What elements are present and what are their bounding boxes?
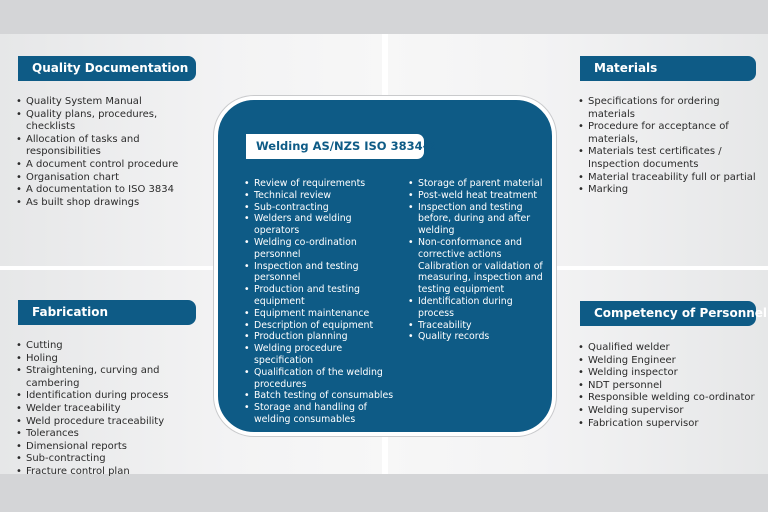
list-item: • Welder traceability — [16, 403, 216, 416]
list-item: • Welding co-ordination personnel — [244, 237, 394, 261]
list-item: • Technical review — [244, 190, 394, 202]
list-item: • Material traceability full or partial — [578, 172, 764, 185]
list-item: • Fracture control plan — [16, 466, 216, 479]
list-item: • Sub-contracting — [244, 202, 394, 214]
list-item: • As built shop drawings — [16, 197, 196, 210]
welding-title: Welding AS/NZS ISO 3834-2 — [246, 134, 424, 159]
list-item: • A documentation to ISO 3834 — [16, 184, 196, 197]
fabrication-list — [16, 340, 216, 479]
list-item: • NDT personnel — [578, 380, 764, 393]
materials-list — [578, 96, 764, 197]
list-item: • Tolerances — [16, 428, 216, 441]
list-item: • Straightening, curving and cambering — [16, 365, 216, 390]
list-item: • Welders and welding operators — [244, 213, 394, 237]
list-item: • Qualification of the welding procedures — [244, 367, 394, 391]
list-item: • Specifications for ordering materials — [578, 96, 764, 121]
welding-left-list — [244, 178, 394, 426]
list-item: • Welding procedure specification — [244, 343, 394, 367]
list-item: • Batch testing of consumables — [244, 390, 394, 402]
list-item: • Storage and handling of welding consumables — [244, 402, 394, 426]
list-item: • Cutting — [16, 340, 216, 353]
list-item: • Marking — [578, 184, 764, 197]
list-item: • Fabrication supervisor — [578, 418, 764, 431]
list-item: • Qualified welder — [578, 342, 764, 355]
list-item: • Sub-contracting — [16, 453, 216, 466]
list-item: • Inspection and testing personnel — [244, 261, 394, 285]
list-item: • Organisation chart — [16, 172, 196, 185]
list-item: • Responsible welding co-ordinator — [578, 392, 764, 405]
list-item: • Identification during process — [408, 296, 546, 320]
list-item: • Welding Engineer — [578, 355, 764, 368]
list-item: • Inspection and testing before, during and after welding — [408, 202, 546, 237]
list-item: • Materials test certificates / Inspection documents — [578, 146, 764, 171]
list-item: • Holing — [16, 353, 216, 366]
list-item: • Description of equipment — [244, 320, 394, 332]
list-item: • Quality System Manual — [16, 96, 196, 109]
list-item: • Equipment maintenance — [244, 308, 394, 320]
list-item: • Welding inspector — [578, 367, 764, 380]
list-item: • Non-conformance and corrective actions Calibration or validation of measuring, inspection and testing equipment — [408, 237, 546, 296]
list-item: • A document control procedure — [16, 159, 196, 172]
competency-title: Competency of Personnel — [580, 301, 756, 326]
competency-list — [578, 342, 764, 430]
fabrication-title: Fabrication — [18, 300, 196, 325]
materials-title: Materials — [580, 56, 756, 81]
list-item: • Quality plans, procedures, checklists — [16, 109, 196, 134]
list-item: • Production planning — [244, 331, 394, 343]
list-item: • Weld procedure traceability — [16, 416, 216, 429]
list-item: • Identification during process — [16, 390, 216, 403]
list-item: • Post-weld heat treatment — [408, 190, 546, 202]
list-item: • Traceability — [408, 320, 546, 332]
list-item: • Storage of parent material — [408, 178, 546, 190]
list-item: • Production and testing equipment — [244, 284, 394, 308]
quality-documentation-title: Quality Documentation — [18, 56, 196, 81]
list-item: • Welding supervisor — [578, 405, 764, 418]
list-item: • Procedure for acceptance of materials, — [578, 121, 764, 146]
list-item: • Allocation of tasks and responsibilities — [16, 134, 196, 159]
list-item: • Review of requirements — [244, 178, 394, 190]
welding-right-list — [408, 178, 546, 343]
list-item: • Dimensional reports — [16, 441, 216, 454]
quality-documentation-list — [16, 96, 196, 209]
list-item: • Quality records — [408, 331, 546, 343]
